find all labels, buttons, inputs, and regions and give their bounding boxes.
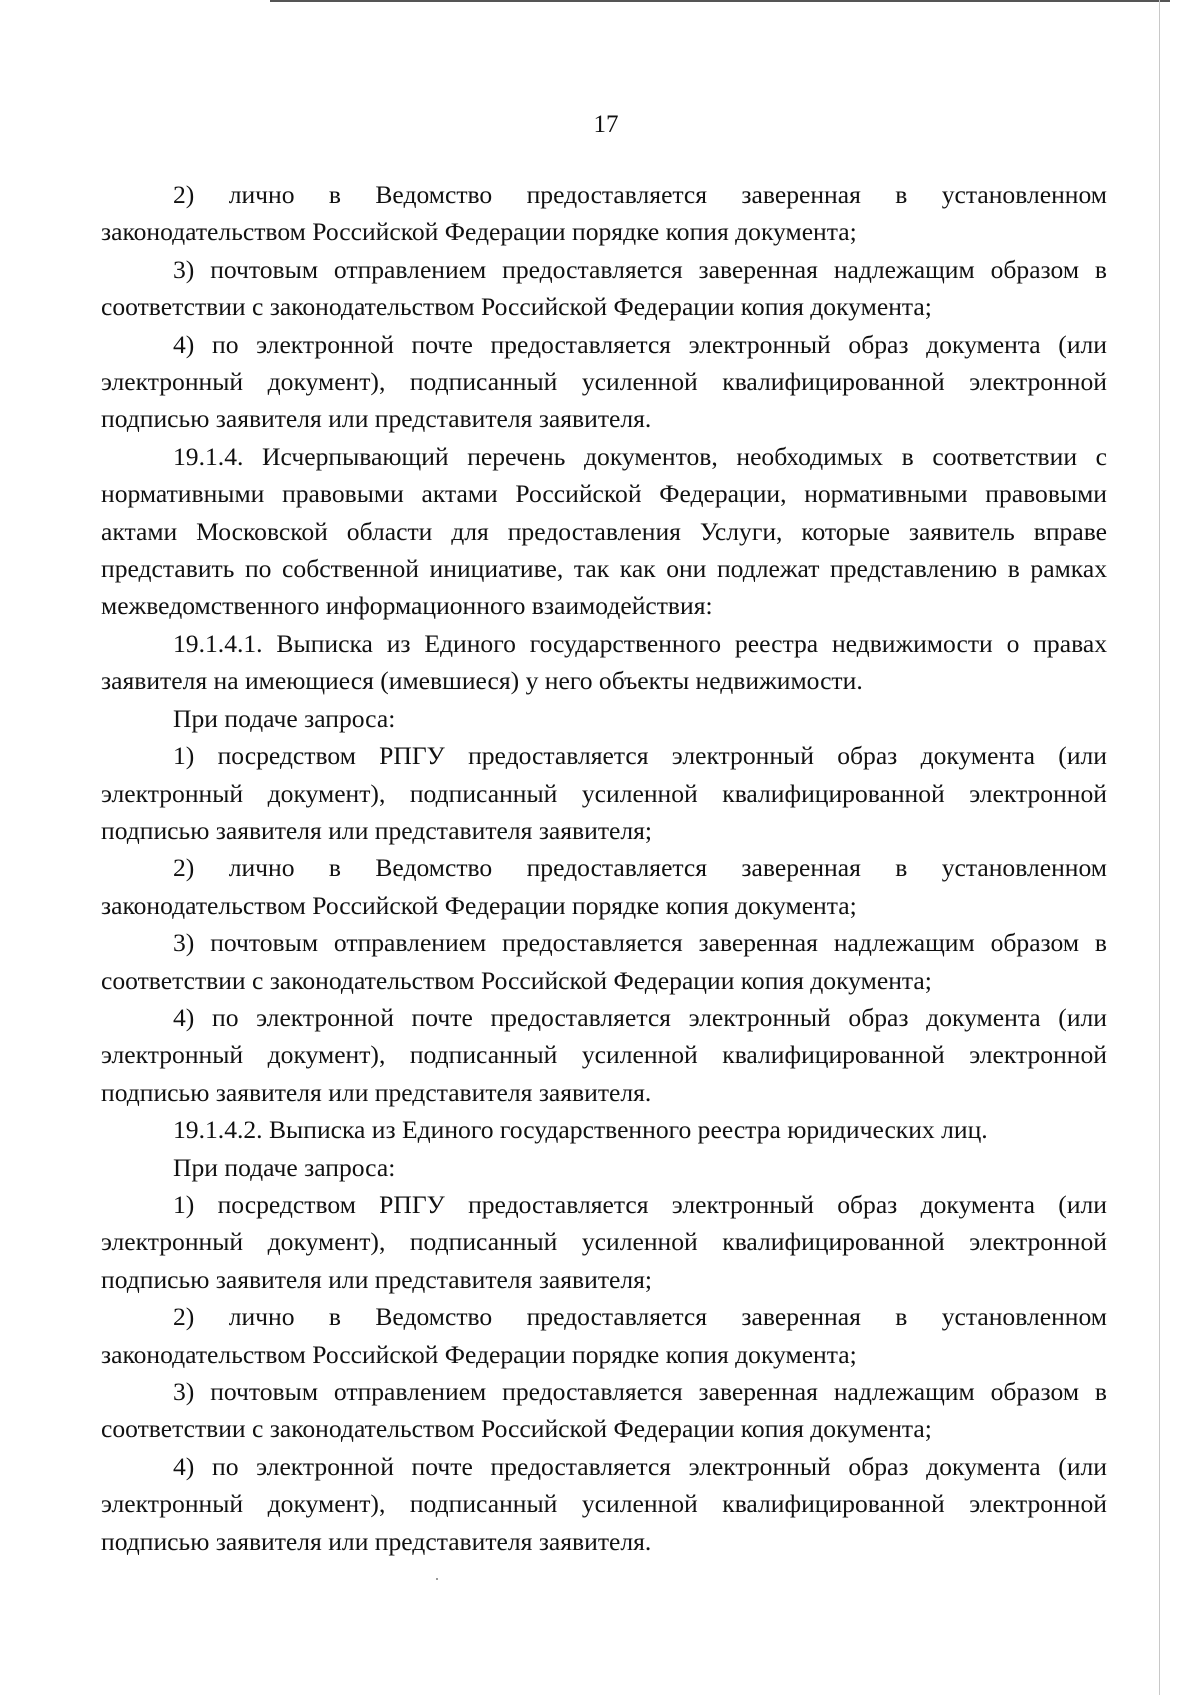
paragraph-item-2-in-person: 2) лично в Ведомство предоставляется заверенная в установленном законодательством Российской Федерации порядке копия документа;: [101, 1302, 1107, 1369]
scan-speck: [436, 1578, 438, 1580]
paragraph-item-4-email: 4) по электронной почте предоставляется электронный образ документа (или электронный документ), подписанный усиленной квалифицированной электронной подписью заявителя или представителя заявителя.: [101, 1451, 1107, 1556]
paragraph-item-2-in-person: 2) лично в Ведомство предоставляется заверенная в установленном законодательством Российской Федерации порядке копия документа;: [101, 853, 1107, 920]
paragraph-request-intro: При подаче запроса:: [173, 1152, 396, 1182]
paragraph-item-1-rpgu: 1) посредством РПГУ предоставляется электронный образ документа (или электронный документ), подписанный усиленной квалифицированной электронной подписью заявителя или представителя заявителя;: [101, 1189, 1107, 1294]
document-body: [101, 176, 1107, 1560]
paragraph-item-2-in-person: 2) лично в Ведомство предоставляется заверенная в установленном законодательством Российской Федерации порядке копия документа;: [101, 180, 1107, 247]
paragraph-item-3-postal: 3) почтовым отправлением предоставляется заверенная надлежащим образом в соответствии с законодательством Российской Федерации копия документа;: [101, 928, 1107, 995]
scan-right-edge: [1159, 0, 1160, 1695]
page-number: 17: [593, 111, 619, 138]
scan-top-edge: [270, 0, 1170, 2]
paragraph-section-19-1-4: 19.1.4. Исчерпывающий перечень документов, необходимых в соответствии с нормативными правовыми актами Российской Федерации, нормативными правовыми актами Московской области для предоставления Услуги, которые заявитель вправе представить по собственной инициативе, так как они подлежат представлению в рамках межведомственного информационного взаимодействия:: [101, 441, 1107, 621]
paragraph-item-3-postal: 3) почтовым отправлением предоставляется заверенная надлежащим образом в соответствии с законодательством Российской Федерации копия документа;: [101, 1377, 1107, 1444]
paragraph-section-19-1-4-1: 19.1.4.1. Выписка из Единого государственного реестра недвижимости о правах заявителя на имеющиеся (имевшиеся) у него объекты недвижимости.: [101, 628, 1107, 696]
paragraph-section-19-1-4-2: 19.1.4.2. Выписка из Единого государственного реестра юридических лиц.: [173, 1115, 988, 1145]
paragraph-item-4-email: 4) по электронной почте предоставляется электронный образ документа (или электронный документ), подписанный усиленной квалифицированной электронной подписью заявителя или представителя заявителя.: [101, 1002, 1107, 1107]
paragraph-item-1-rpgu: 1) посредством РПГУ предоставляется электронный образ документа (или электронный документ), подписанный усиленной квалифицированной электронной подписью заявителя или представителя заявителя;: [101, 741, 1107, 845]
paragraph-item-4-email: 4) по электронной почте предоставляется электронный образ документа (или электронный документ), подписанный усиленной квалифицированной электронной подписью заявителя или представителя заявителя.: [101, 329, 1107, 434]
paragraph-request-intro: При подаче запроса:: [173, 703, 396, 733]
paragraph-item-3-postal: 3) почтовым отправлением предоставляется заверенная надлежащим образом в соответствии с законодательством Российской Федерации копия документа;: [101, 254, 1107, 322]
